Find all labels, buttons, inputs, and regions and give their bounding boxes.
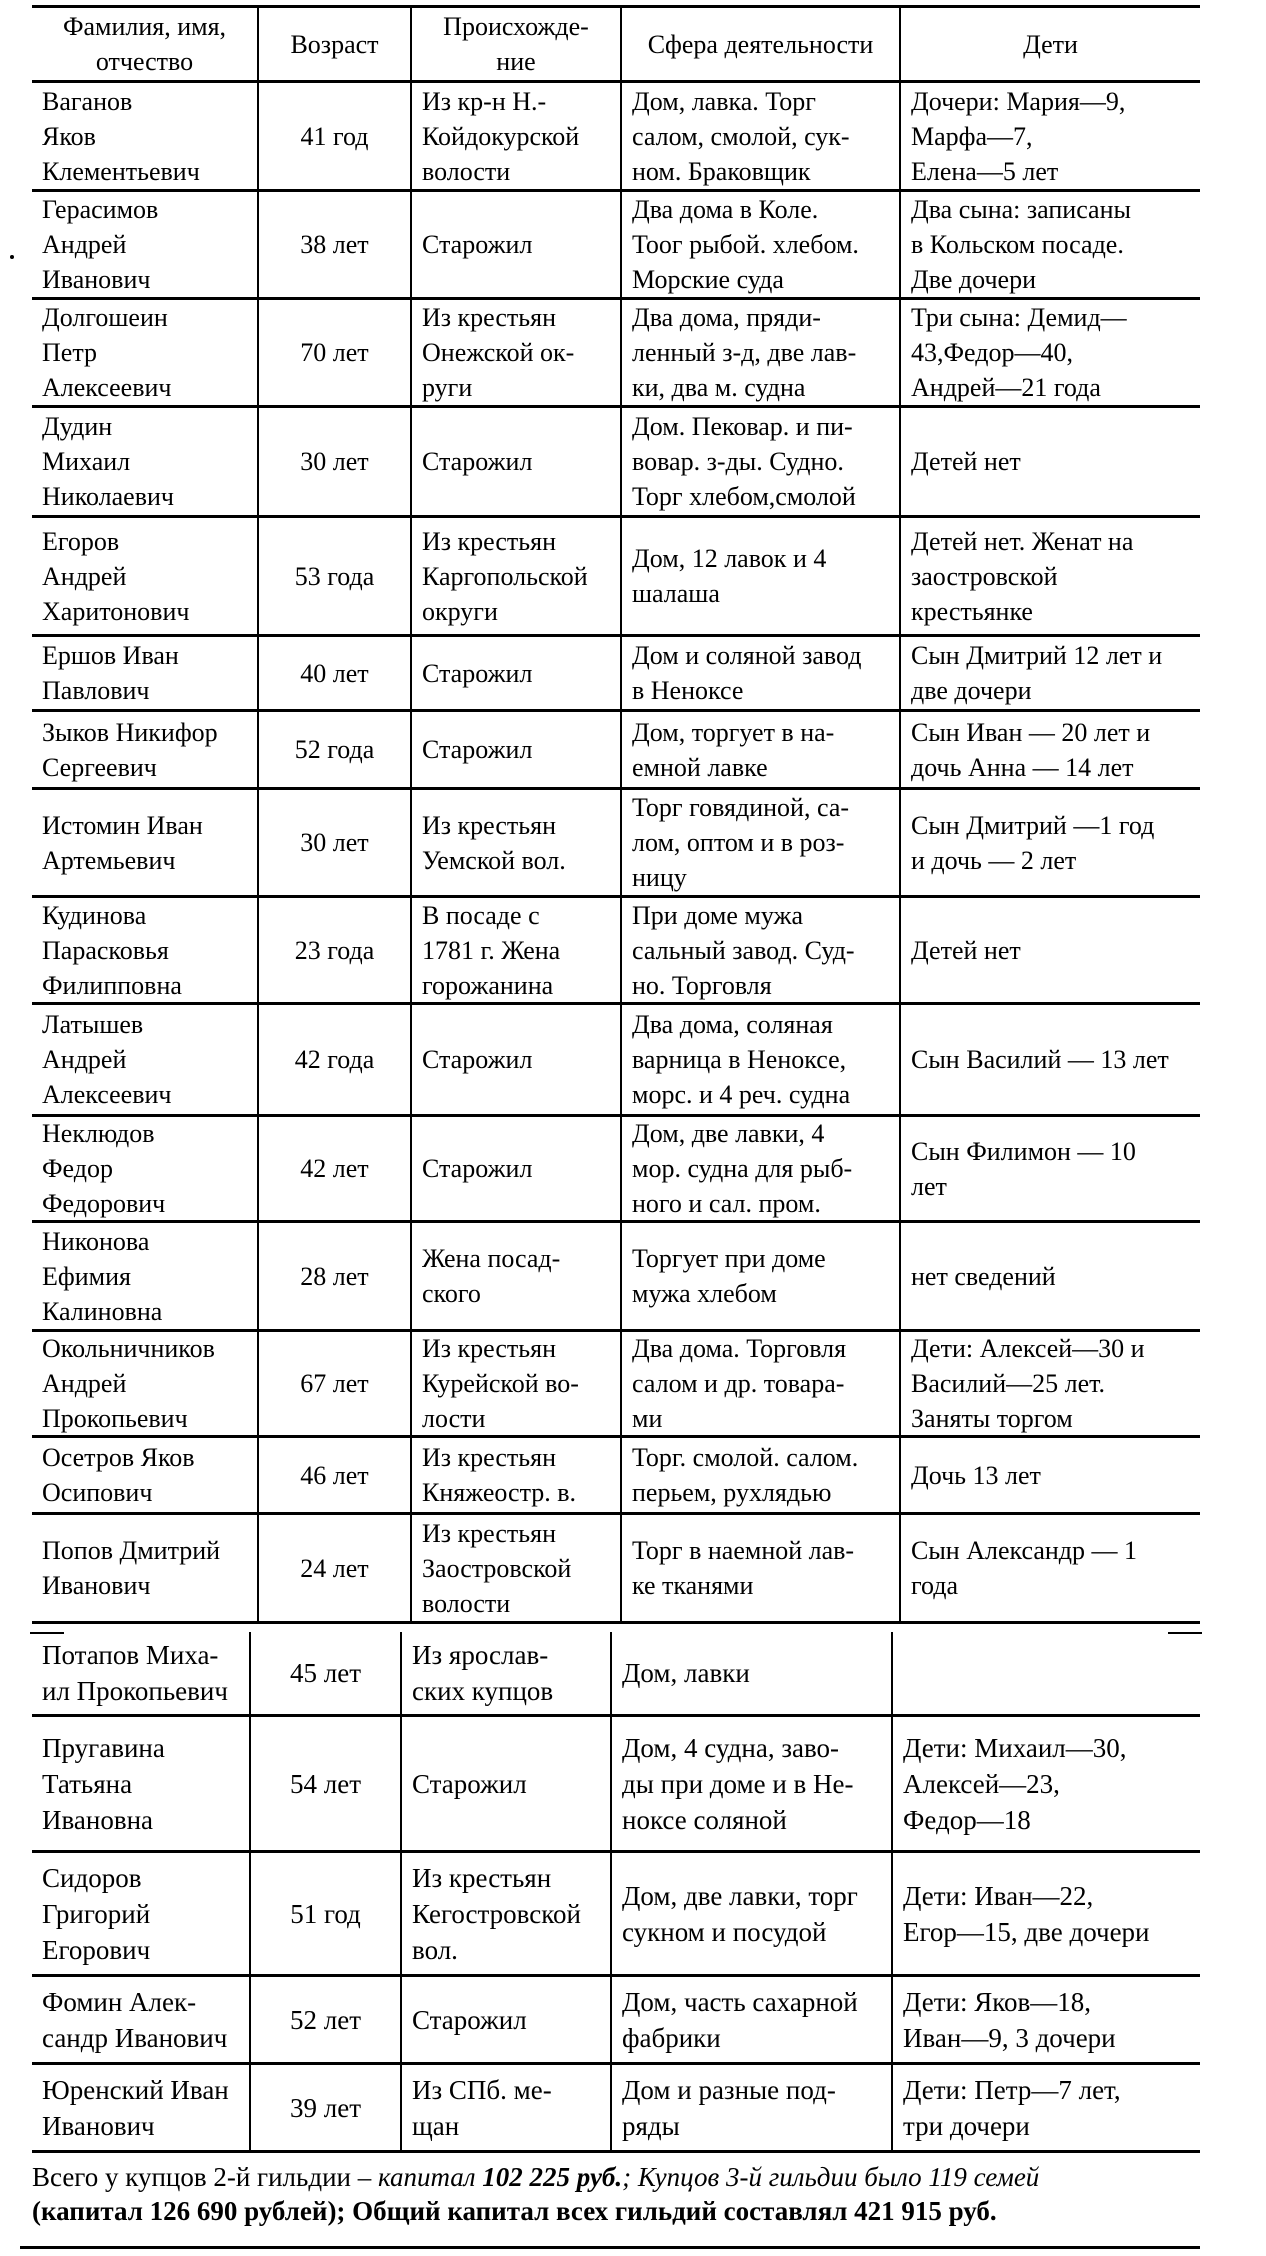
origin-cell: Старожил	[412, 1117, 622, 1220]
children-cell: Дети: Иван—22, Егор—15, две дочери	[903, 1880, 1150, 1947]
age-cell: 42 года	[259, 1005, 412, 1114]
age-cell: 38 лет	[259, 192, 412, 297]
table-row	[32, 1632, 1200, 1717]
full-name-cell: Ваганов Яков Клементьевич	[32, 83, 259, 189]
full-name-cell: Никонова Ефимия Калиновна	[32, 1223, 259, 1329]
age-cell: 52 года	[259, 712, 412, 787]
header-age: Возраст	[259, 8, 412, 80]
origin-cell: Старожил	[402, 1977, 612, 2062]
age-cell: 42 лет	[259, 1117, 412, 1220]
activity-cell: Два дома. Торговля салом и др. товара- ми	[622, 1332, 901, 1435]
full-name-cell: Окольничников Андрей Прокопьевич	[32, 1332, 259, 1435]
full-name-cell: Дудин Михаил Николаевич	[32, 408, 259, 515]
age-cell: 30 лет	[259, 790, 412, 895]
summary-third-guild: ; Купцов 3-й гильдии было 119 семей	[622, 2162, 1040, 2192]
scan-speck	[10, 255, 14, 259]
age-cell: 23 года	[259, 898, 412, 1002]
header-full-name: Фамилия, имя, отчество	[32, 8, 259, 80]
table-row	[32, 1117, 1200, 1223]
children-cell: Сын Филимон — 10 лет	[911, 1136, 1136, 1201]
summary-capital-label: – капитал	[357, 2162, 483, 2192]
activity-cell: Торг в наемной лав- ке тканями	[622, 1515, 901, 1621]
merchants-table-part-2	[32, 1632, 1200, 2153]
full-name-cell: Кудинова Парасковья Филипповна	[32, 898, 259, 1002]
origin-cell: Из кр-н Н.- Койдокурской волости	[412, 83, 622, 189]
table-row	[32, 790, 1200, 898]
children-cell: Дочери: Мария—9, Марфа—7, Елена—5 лет	[911, 86, 1126, 186]
summary-text: Всего у купцов 2-й гильдии	[32, 2162, 358, 2192]
age-cell: 52 лет	[251, 1977, 402, 2062]
children-cell: Детей нет. Женат на заостровской крестьянке	[911, 526, 1134, 626]
full-name-cell: Ершов Иван Павлович	[32, 637, 259, 709]
origin-cell: Из крестьян Онежской ок- руги	[412, 300, 622, 405]
children-cell: Дочь 13 лет	[911, 1460, 1041, 1490]
origin-cell: Из крестьян Кегостровской вол.	[402, 1853, 612, 1974]
age-cell: 45 лет	[251, 1632, 402, 1714]
table-row	[32, 1977, 1200, 2065]
full-name-cell: Потапов Миха- ил Прокопьевич	[32, 1632, 251, 1714]
children-cell: Дети: Михаил—30, Алексей—23, Федор—18	[903, 1732, 1127, 1835]
origin-cell: Старожил	[412, 408, 622, 515]
header-children: Дети	[1023, 29, 1078, 59]
origin-cell: Из крестьян Заостровской волости	[412, 1515, 622, 1621]
age-cell: 41 год	[259, 83, 412, 189]
origin-cell: Из крестьян Каргопольской округи	[412, 518, 622, 634]
activity-cell: При доме мужа сальный завод. Суд- но. Торговля	[622, 898, 901, 1002]
full-name-cell: Юренский Иван Иванович	[32, 2065, 251, 2150]
table-row	[32, 518, 1200, 637]
activity-cell: Дом, лавки	[612, 1632, 893, 1714]
children-cell: Сын Дмитрий 12 лет и две дочери	[911, 641, 1163, 705]
children-cell: Два сына: записаны в Кольском посаде. Две дочери	[911, 195, 1131, 294]
children-cell: Сын Александр — 1 года	[911, 1536, 1138, 1600]
header-origin: Происхожде- ние	[412, 8, 622, 80]
bottom-rule	[20, 2246, 1200, 2249]
origin-cell: Старожил	[412, 712, 622, 787]
activity-cell: Дом и соляной завод в Неноксе	[622, 637, 901, 709]
children-cell: нет сведений	[911, 1261, 1056, 1291]
full-name-cell: Фомин Алек- сандр Иванович	[32, 1977, 251, 2062]
full-name-cell: Истомин Иван Артемьевич	[32, 790, 259, 895]
children-cell: Детей нет	[911, 447, 1021, 476]
table-row	[32, 408, 1200, 518]
activity-cell: Торгует при доме мужа хлебом	[622, 1223, 901, 1329]
children-cell: Сын Дмитрий —1 год и дочь — 2 лет	[911, 810, 1155, 875]
table-row	[32, 1223, 1200, 1332]
age-cell: 39 лет	[251, 2065, 402, 2150]
age-cell: 46 лет	[259, 1438, 412, 1512]
origin-cell: Старожил	[412, 1005, 622, 1114]
table-row	[32, 637, 1200, 712]
activity-cell: Дом, две лавки, 4 мор. судна для рыб- ного и сал. пром.	[622, 1117, 901, 1220]
table-row	[32, 712, 1200, 790]
summary-line-2: (капитал 126 690 рублей); Общий капитал всех гильдий составлял 421 915 руб.	[32, 2196, 997, 2226]
age-cell: 30 лет	[259, 408, 412, 515]
activity-cell: Дом и разные под- ряды	[612, 2065, 893, 2150]
age-cell: 53 года	[259, 518, 412, 634]
age-cell: 24 лет	[259, 1515, 412, 1621]
origin-cell: Из ярослав- ских купцов	[402, 1632, 612, 1714]
children-cell: Дети: Яков—18, Иван—9, 3 дочери	[903, 1986, 1116, 2053]
activity-cell: Дом, часть сахарной фабрики	[612, 1977, 893, 2062]
full-name-cell: Латышев Андрей Алексеевич	[32, 1005, 259, 1114]
activity-cell: Торг. смолой. салом. перьем, рухлядью	[622, 1438, 901, 1512]
table-row	[32, 1515, 1200, 1624]
age-cell: 28 лет	[259, 1223, 412, 1329]
activity-cell: Торг говядиной, са- лом, оптом и в роз- ницу	[622, 790, 901, 895]
origin-cell: Старожил	[412, 637, 622, 709]
origin-cell: Из СПб. ме- щан	[402, 2065, 612, 2150]
table-row	[32, 192, 1200, 300]
table-row	[32, 1717, 1200, 1853]
age-cell: 54 лет	[251, 1717, 402, 1850]
header-activity: Сфера деятельности	[622, 8, 901, 80]
table-row	[32, 300, 1200, 408]
full-name-cell: Осетров Яков Осипович	[32, 1438, 259, 1512]
table-body-part-1	[32, 83, 1200, 1624]
children-cell: Детей нет	[911, 935, 1021, 965]
origin-cell: Из крестьян Уемской вол.	[412, 790, 622, 895]
full-name-cell: Егоров Андрей Харитонович	[32, 518, 259, 634]
activity-cell: Дом. Пековар. и пи- вовар. з-ды. Судно. Торг хлебом,смолой	[622, 408, 901, 515]
full-name-cell: Долгошеин Петр Алексеевич	[32, 300, 259, 405]
age-cell: 40 лет	[259, 637, 412, 709]
summary-capital-value: 102 225 руб.	[482, 2162, 623, 2192]
activity-cell: Два дома в Коле. Тоог рыбой. хлебом. Морские суда	[622, 192, 901, 297]
origin-cell: Старожил	[402, 1717, 612, 1850]
origin-cell: Жена посад- ского	[412, 1223, 622, 1329]
age-cell: 70 лет	[259, 300, 412, 405]
origin-cell: Старожил	[412, 192, 622, 297]
summary-note	[32, 2160, 1200, 2228]
full-name-cell: Пругавина Татьяна Ивановна	[32, 1717, 251, 1850]
children-cell: Три сына: Демид— 43,Федор—40, Андрей—21 года	[911, 303, 1127, 402]
table-body-part-2	[32, 1632, 1200, 2153]
table-row	[32, 1332, 1200, 1438]
activity-cell: Дом, 12 лавок и 4 шалаша	[622, 518, 901, 634]
origin-cell: Из крестьян Курейской во- лости	[412, 1332, 622, 1435]
origin-cell: В посаде с 1781 г. Жена горожанина	[412, 898, 622, 1002]
age-cell: 51 год	[251, 1853, 402, 1974]
table-row	[32, 1853, 1200, 1977]
table-row	[32, 2065, 1200, 2153]
age-cell: 67 лет	[259, 1332, 412, 1435]
table-row	[32, 83, 1200, 192]
full-name-cell: Попов Дмитрий Иванович	[32, 1515, 259, 1621]
children-cell: Сын Иван — 20 лет и дочь Анна — 14 лет	[911, 717, 1151, 782]
table-row	[32, 1005, 1200, 1117]
activity-cell: Два дома, соляная варница в Неноксе, морс. и 4 реч. судна	[622, 1005, 901, 1114]
table-row	[32, 1438, 1200, 1515]
activity-cell: Дом, две лавки, торг сукном и посудой	[612, 1853, 893, 1974]
activity-cell: Два дома, пряди- ленный з-д, две лав- ки, два м. судна	[622, 300, 901, 405]
children-cell: Дети: Алексей—30 и Василий—25 лет. Заняты торгом	[911, 1334, 1145, 1433]
activity-cell: Дом, лавка. Торг салом, смолой, сук- ном. Браковщик	[622, 83, 901, 189]
full-name-cell: Зыков Никифор Сергеевич	[32, 712, 259, 787]
merchants-table-part-1	[32, 5, 1200, 1624]
children-cell: Дети: Петр—7 лет, три дочери	[903, 2074, 1121, 2141]
children-cell: Сын Василий — 13 лет	[911, 1045, 1169, 1074]
full-name-cell: Сидоров Григорий Егорович	[32, 1853, 251, 1974]
full-name-cell: Герасимов Андрей Иванович	[32, 192, 259, 297]
table-header-row	[32, 5, 1200, 83]
children-cell	[893, 1632, 1200, 1714]
activity-cell: Дом, 4 судна, заво- ды при доме и в Не- ноксе соляной	[612, 1717, 893, 1850]
activity-cell: Дом, торгует в на- емной лавке	[622, 712, 901, 787]
origin-cell: Из крестьян Княжеостр. в.	[412, 1438, 622, 1512]
summary-line-1	[32, 2160, 1200, 2194]
table-row	[32, 898, 1200, 1005]
full-name-cell: Неклюдов Федор Федорович	[32, 1117, 259, 1220]
